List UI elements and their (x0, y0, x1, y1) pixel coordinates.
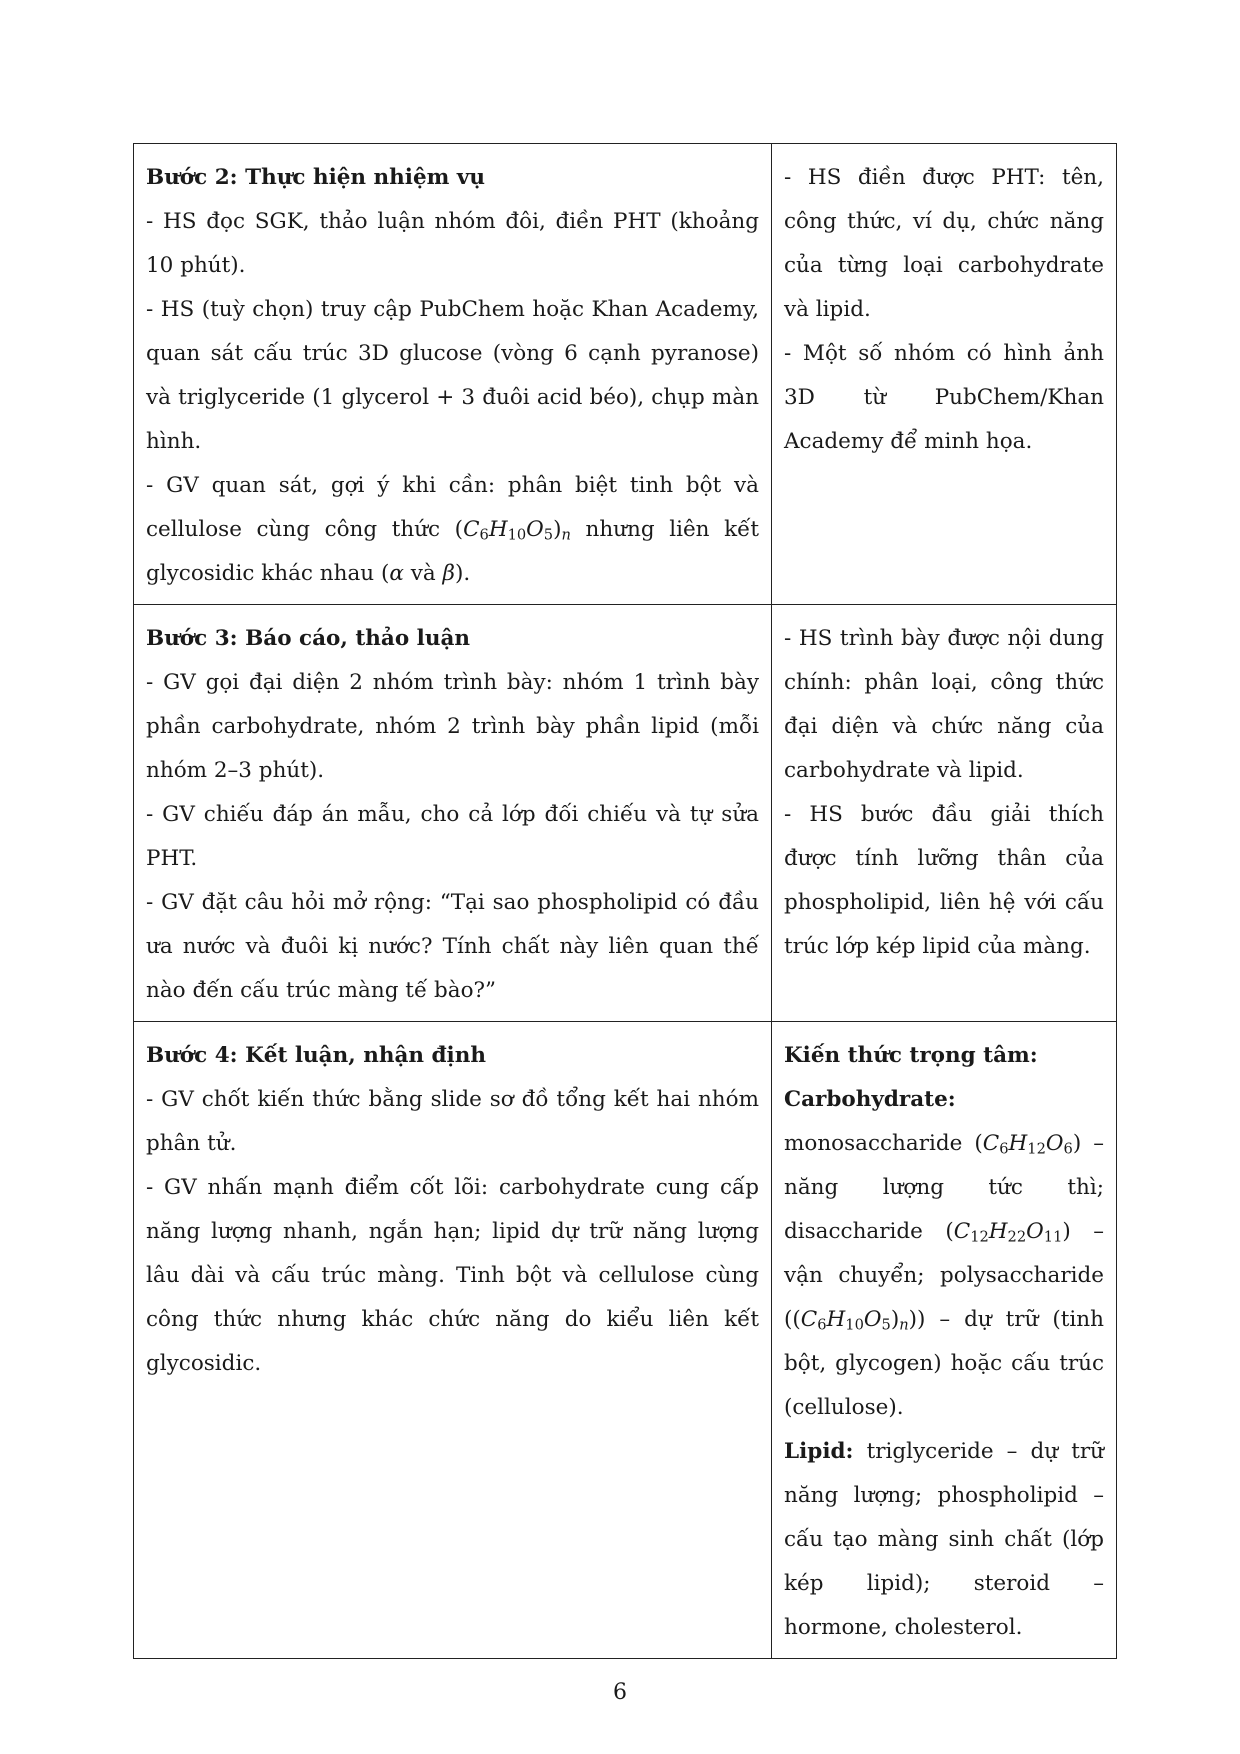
step-title: Bước 2: Thực hiện nhiệm vụ (146, 165, 486, 190)
step-line: - GV chiếu đáp án mẫu, cho cả lớp đối chiếu và tự sửa PHT. (146, 802, 759, 871)
activity-cell-step-2 (134, 144, 772, 605)
product-cell-step-3 (772, 605, 1117, 1022)
step-title: Bước 3: Báo cáo, thảo luận (146, 626, 471, 651)
carbohydrate-summary: Carbohydrate: monosaccharide $(C_6H_{12}O_6)$ – năng lượng tức thì; disaccharide $(C_{12}H_{22}O_{11})$ – vận chuyển; polysaccharide $((C_6H_{10}O_5)_n)$) – dự trữ (tinh bột, glycogen) hoặc cấu trúc (cellulose). (784, 1087, 1104, 1420)
carbohydrate-label: Carbohydrate: (784, 1087, 956, 1112)
product-line: - HS điền được PHT: tên, công thức, ví dụ, chức năng của từng loại carbohydrate và lipid. (784, 165, 1104, 322)
content-table (133, 143, 1117, 1659)
key-knowledge-title: Kiến thức trọng tâm: (784, 1043, 1038, 1068)
step-line: - GV gọi đại diện 2 nhóm trình bày: nhóm 1 trình bày phần carbohydrate, nhóm 2 trình bày phần lipid (mỗi nhóm 2–3 phút). (146, 670, 759, 783)
step-line: - GV đặt câu hỏi mở rộng: “Tại sao phospholipid có đầu ưa nước và đuôi kị nước? Tính chất này liên quan thế nào đến cấu trúc màng tế bào?” (146, 890, 759, 1003)
table-row (134, 144, 1117, 605)
step-line: - HS (tuỳ chọn) truy cập PubChem hoặc Khan Academy, quan sát cấu trúc 3D glucose (vòng 6 cạnh pyranose) và triglyceride (1 glycerol + 3 đuôi acid béo), chụp màn hình. (146, 297, 759, 454)
table-row (134, 605, 1117, 1022)
step-line: - GV chốt kiến thức bằng slide sơ đồ tổng kết hai nhóm phân tử. (146, 1087, 759, 1156)
table-row (134, 1022, 1117, 1659)
step-line: - GV nhấn mạnh điểm cốt lõi: carbohydrate cung cấp năng lượng nhanh, ngắn hạn; lipid dự trữ năng lượng lâu dài và cấu trúc màng. Tinh bột và cellulose cùng công thức nhưng khác chức năng do kiểu liên kết glycosidic. (146, 1175, 759, 1376)
product-line: - HS bước đầu giải thích được tính lưỡng thân của phospholipid, liên hệ với cấu trúc lớp kép lipid của màng. (784, 802, 1104, 959)
lipid-summary: Lipid: triglyceride – dự trữ năng lượng; phospholipid – cấu tạo màng sinh chất (lớp kép lipid); steroid – hormone, cholesterol. (784, 1439, 1104, 1640)
step-line: - HS đọc SGK, thảo luận nhóm đôi, điền PHT (khoảng 10 phút). (146, 209, 759, 278)
product-line: - HS trình bày được nội dung chính: phân loại, công thức đại diện và chức năng của carbohydrate và lipid. (784, 626, 1104, 783)
lipid-label: Lipid: (784, 1439, 854, 1464)
key-knowledge-cell (772, 1022, 1117, 1659)
product-cell-step-2 (772, 144, 1117, 605)
activity-cell-step-4 (134, 1022, 772, 1659)
product-line: - Một số nhóm có hình ảnh 3D từ PubChem/Khan Academy để minh họa. (784, 341, 1104, 454)
page-number: 6 (613, 1680, 627, 1705)
step-title: Bước 4: Kết luận, nhận định (146, 1043, 486, 1068)
step-line-formula: - GV quan sát, gợi ý khi cần: phân biệt tinh bột và cellulose cùng công thức $(C_6H_{10}O_5)_n$ nhưng liên kết glycosidic khác nhau (α và β). (146, 473, 759, 586)
activity-cell-step-3 (134, 605, 772, 1022)
